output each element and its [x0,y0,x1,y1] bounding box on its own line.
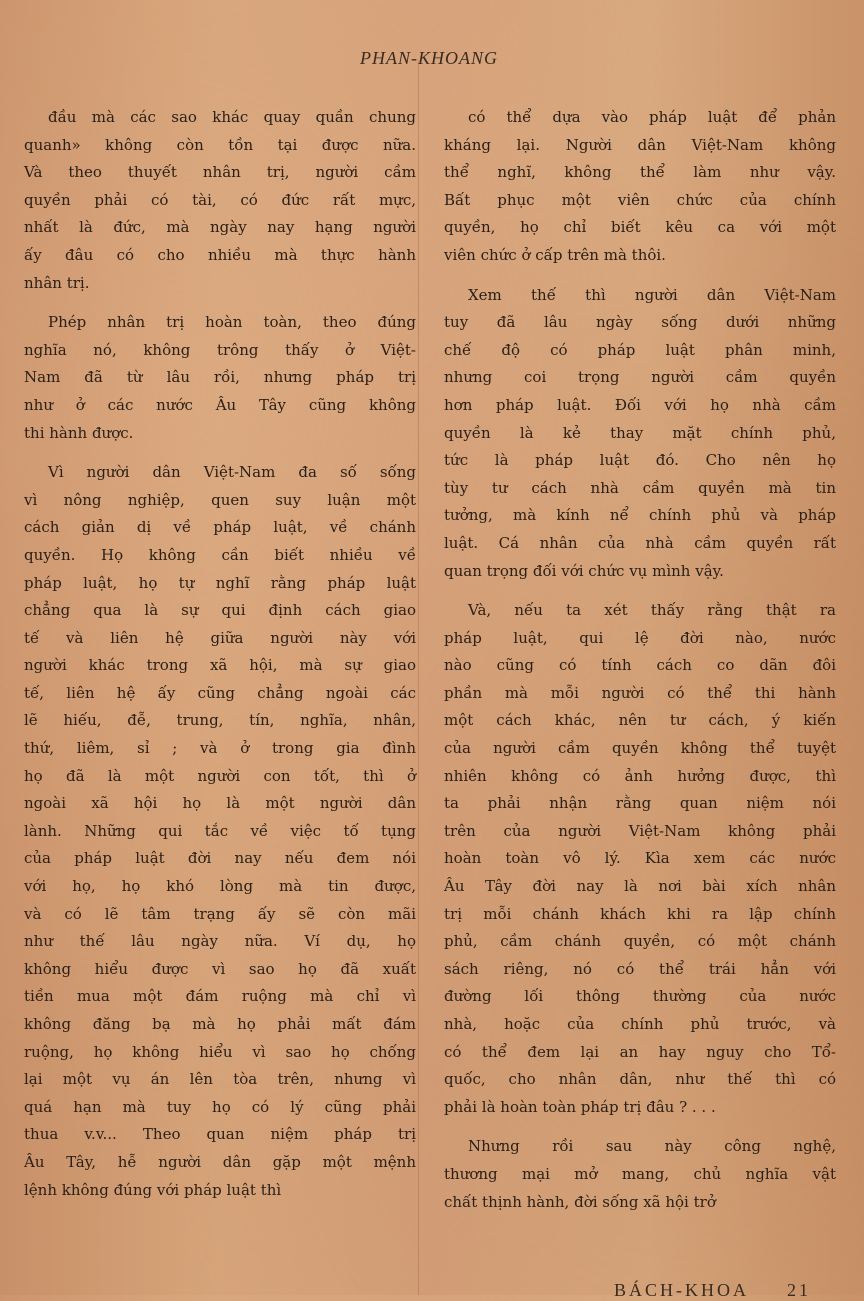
left-text-column [24,104,416,1204]
paragraph [24,459,416,1204]
text-line: Và, nếu ta xét thấy rằng thật ra [468,601,836,620]
running-title: PHAN-KHOANG [360,48,498,68]
text-line: tùy tư cách nhà cầm quyền mà tin [444,478,836,497]
text-line: chẳng qua là sự qui định cách giao [24,601,416,620]
text-line: người khác trong xã hội, mà sự giao [24,656,416,675]
paragraph-gap [24,447,416,459]
text-line: Âu Tây, hễ người dân gặp một mệnh [24,1152,416,1171]
text-line: không hiểu được vì sao họ đã xuất [24,959,416,978]
text-line: luật. Cá nhân của nhà cầm quyền rất [444,533,836,552]
text-line: tế và liên hệ giữa người này với [24,628,416,647]
text-line: quan trọng đối với chức vụ mình vậy. [444,561,724,580]
text-line: phần mà mỗi người có thể thi hành [444,683,836,702]
text-line: nghĩa nó, không trông thấy ở Việt- [24,340,416,359]
text-line: đầu mà các sao khác quay quần chung [48,108,416,126]
text-line: cách giản dị về pháp luật, về chánh [24,518,416,537]
text-line: Âu Tây đời nay là nơi bài xích nhân [444,877,836,896]
page-fold-line [418,60,419,1295]
text-line: nào cũng có tính cách co dãn đôi [444,656,836,675]
text-line: và có lẽ tâm trạng ấy sẽ còn mãi [24,904,416,923]
paragraph [444,282,836,586]
text-line: quyền, họ chỉ biết kêu ca với một [444,218,836,237]
text-line: trên của người Việt-Nam không phải [444,821,836,840]
paragraph-gap [444,585,836,597]
paragraph [444,1133,836,1216]
text-line: thua v.v... Theo quan niệm pháp trị [24,1125,416,1144]
text-line: quyền là kẻ thay mặt chính phủ, [444,423,836,442]
text-line: ấy đâu có cho nhiều mà thực hành [24,245,416,264]
text-line: nhưng coi trọng người cầm quyền [444,368,836,387]
text-line: ngoài xã hội họ là một người dân [24,794,416,813]
text-line: Vì người dân Việt-Nam đa số sống [48,463,416,482]
text-line: như thế lâu ngày nữa. Ví dụ, họ [24,932,416,951]
text-line: phủ, cầm chánh quyền, có một chánh [444,932,836,951]
text-line: đường lối thông thường của nước [444,987,836,1006]
text-line: Phép nhân trị hoàn toàn, theo đúng [48,313,416,332]
paragraph [24,104,416,297]
text-line: quá hạn mà tuy họ có lý cũng phải [24,1097,416,1116]
text-line: viên chức ở cấp trên mà thôi. [444,245,666,264]
text-line: của pháp luật đời nay nếu đem nói [24,849,416,868]
text-line: chế độ có pháp luật phân minh, [444,340,836,359]
paragraph-gap [444,1121,836,1133]
text-line: nhân trị. [24,273,90,292]
text-line: như ở các nước Âu Tây cũng không [24,395,416,414]
text-line: quanh» không còn tồn tại được nữa. [24,135,416,154]
text-line: có thể đem lại an hay nguy cho Tổ- [444,1042,836,1061]
text-line: một cách khác, nên tư cách, ý kiến [444,711,836,730]
text-line: nhiên không có ảnh hưởng được, thì [444,766,836,785]
text-line: quyền. Họ không cần biết nhiều về [24,545,416,564]
text-line: tế, liên hệ ấy cũng chẳng ngoài các [24,683,416,702]
text-line: trị mỗi chánh khách khi ra lập chính [444,904,836,923]
text-line: thể nghĩ, không thể làm như vậy. [444,163,836,182]
text-line: với họ, họ khó lòng mà tin được, [24,877,416,896]
page-number: 21 [787,1280,811,1300]
text-line: vì nông nghiệp, quen suy luận một [24,490,416,509]
text-line: Bất phục một viên chức của chính [444,190,836,209]
paragraph [444,104,836,270]
text-line: sách riêng, nó có thể trái hẳn với [444,959,836,978]
paragraph-gap [444,270,836,282]
text-line: họ đã là một người con tốt, thì ở [24,766,416,785]
page-footer [614,1280,854,1301]
text-line: tiền mua một đám ruộng mà chỉ vì [24,987,416,1006]
text-line: tức là pháp luật đó. Cho nên họ [444,451,836,470]
text-line: lại một vụ án lên tòa trên, nhưng vì [24,1070,416,1089]
text-line: nhất là đức, mà ngày nay hạng người [24,218,416,237]
text-line: Nhưng rồi sau này công nghệ, [468,1137,836,1156]
text-line: hơn pháp luật. Đối với họ nhà cầm [444,395,836,414]
text-line: hoàn toàn vô lý. Kìa xem các nước [444,849,836,868]
right-text-column [444,104,836,1216]
text-line: lẽ hiếu, đễ, trung, tín, nghĩa, nhân, [24,711,416,730]
paragraph [444,597,836,1121]
text-line: quốc, cho nhân dân, như thế thì có [444,1070,836,1089]
paragraph [24,309,416,447]
text-line: Và theo thuyết nhân trị, người cầm [24,163,416,182]
text-line: không đăng bạ mà họ phải mất đám [24,1015,416,1033]
text-line: nhà, hoặc của chính phủ trước, và [444,1015,836,1033]
text-line: của người cầm quyền không thể tuyệt [444,739,836,758]
text-line: pháp luật, họ tự nghĩ rằng pháp luật [24,573,416,592]
text-line: thứ, liêm, sỉ ; và ở trong gia đình [24,739,416,758]
text-line: lệnh không đúng với pháp luật thì [24,1180,282,1199]
paragraph-gap [24,297,416,309]
text-line: Xem thế thì người dân Việt-Nam [468,285,836,304]
text-line: quyền phải có tài, có đức rất mực, [24,190,416,209]
footer-magazine-name: BÁCH-KHOA [614,1280,749,1300]
text-line: thi hành được. [24,423,134,442]
text-line: pháp luật, qui lệ đời nào, nước [444,628,836,647]
text-line: Nam đã từ lâu rồi, nhưng pháp trị [24,368,416,387]
running-header [0,48,864,69]
text-line: chất thịnh hành, đời sống xã hội trở [444,1192,716,1211]
text-line: thương mại mở mang, chủ nghĩa vật [444,1164,836,1183]
text-line: kháng lại. Người dân Việt-Nam không [444,135,836,154]
text-line: tưởng, mà kính nể chính phủ và pháp [444,506,836,525]
text-line: có thể dựa vào pháp luật để phản [468,108,836,126]
text-line: lành. Những qui tắc về việc tố tụng [24,821,416,840]
text-line: ruộng, họ không hiểu vì sao họ chống [24,1042,416,1061]
text-line: ta phải nhận rằng quan niệm nói [444,794,836,813]
text-line: tuy đã lâu ngày sống dưới những [444,313,836,332]
text-line: phải là hoàn toàn pháp trị đâu ? . . . [444,1097,716,1116]
